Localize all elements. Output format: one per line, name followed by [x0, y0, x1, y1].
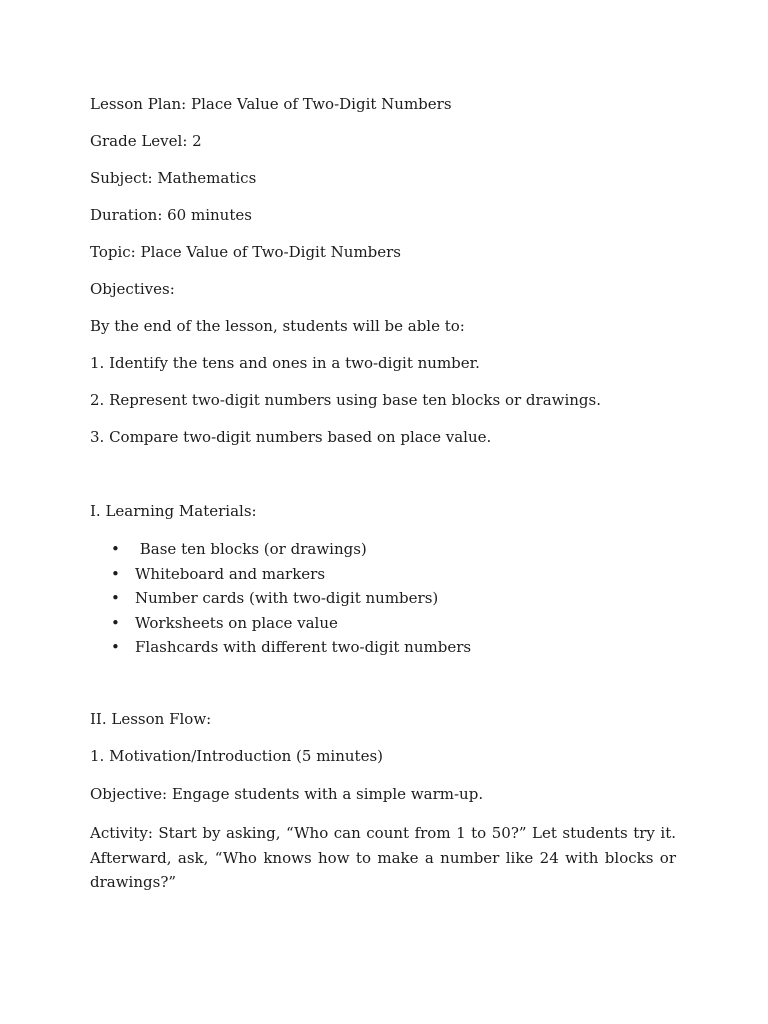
objectives-heading: Objectives: [90, 280, 175, 298]
duration: Duration: 60 minutes [90, 206, 252, 224]
objective-item: 2. Represent two-digit numbers using base ten blocks or drawings. [90, 391, 601, 409]
subject: Subject: Mathematics [90, 169, 257, 187]
material-label: Base ten blocks (or drawings) [135, 540, 367, 558]
objective-item: 1. Identify the tens and ones in a two-digit number. [90, 354, 480, 372]
bullet-icon: • [111, 564, 120, 583]
flow-step-heading: 1. Motivation/Introduction (5 minutes) [90, 747, 384, 765]
objectives-intro: By the end of the lesson, students will be able to: [90, 317, 465, 335]
grade-level: Grade Level: 2 [90, 132, 202, 150]
material-label: Whiteboard and markers [135, 564, 326, 583]
flow-objective: Objective: Engage students with a simple warm-up. [90, 785, 484, 803]
objective-item: 3. Compare two-digit numbers based on place value. [90, 428, 492, 446]
document-title: Lesson Plan: Place Value of Two-Digit Numbers [90, 95, 452, 113]
material-label: Number cards (with two-digit numbers) [135, 589, 439, 607]
flow-activity-paragraph: Activity: Start by asking, “Who can count from 1 to 50?” Let students try it. Afterward, ask, “Who knows how to make a number like 24 with blocks or drawings?” [90, 824, 676, 891]
material-label: Flashcards with different two-digit numbers [135, 638, 472, 656]
bullet-icon: • [111, 613, 120, 632]
topic: Topic: Place Value of Two-Digit Numbers [90, 243, 402, 261]
materials-heading: I. Learning Materials: [90, 502, 257, 520]
bullet-icon: • [111, 638, 120, 656]
material-label: Worksheets on place value [135, 613, 338, 632]
bullet-icon: • [111, 589, 120, 607]
bullet-icon: • [111, 540, 120, 558]
lesson-flow-heading: II. Lesson Flow: [90, 710, 212, 728]
